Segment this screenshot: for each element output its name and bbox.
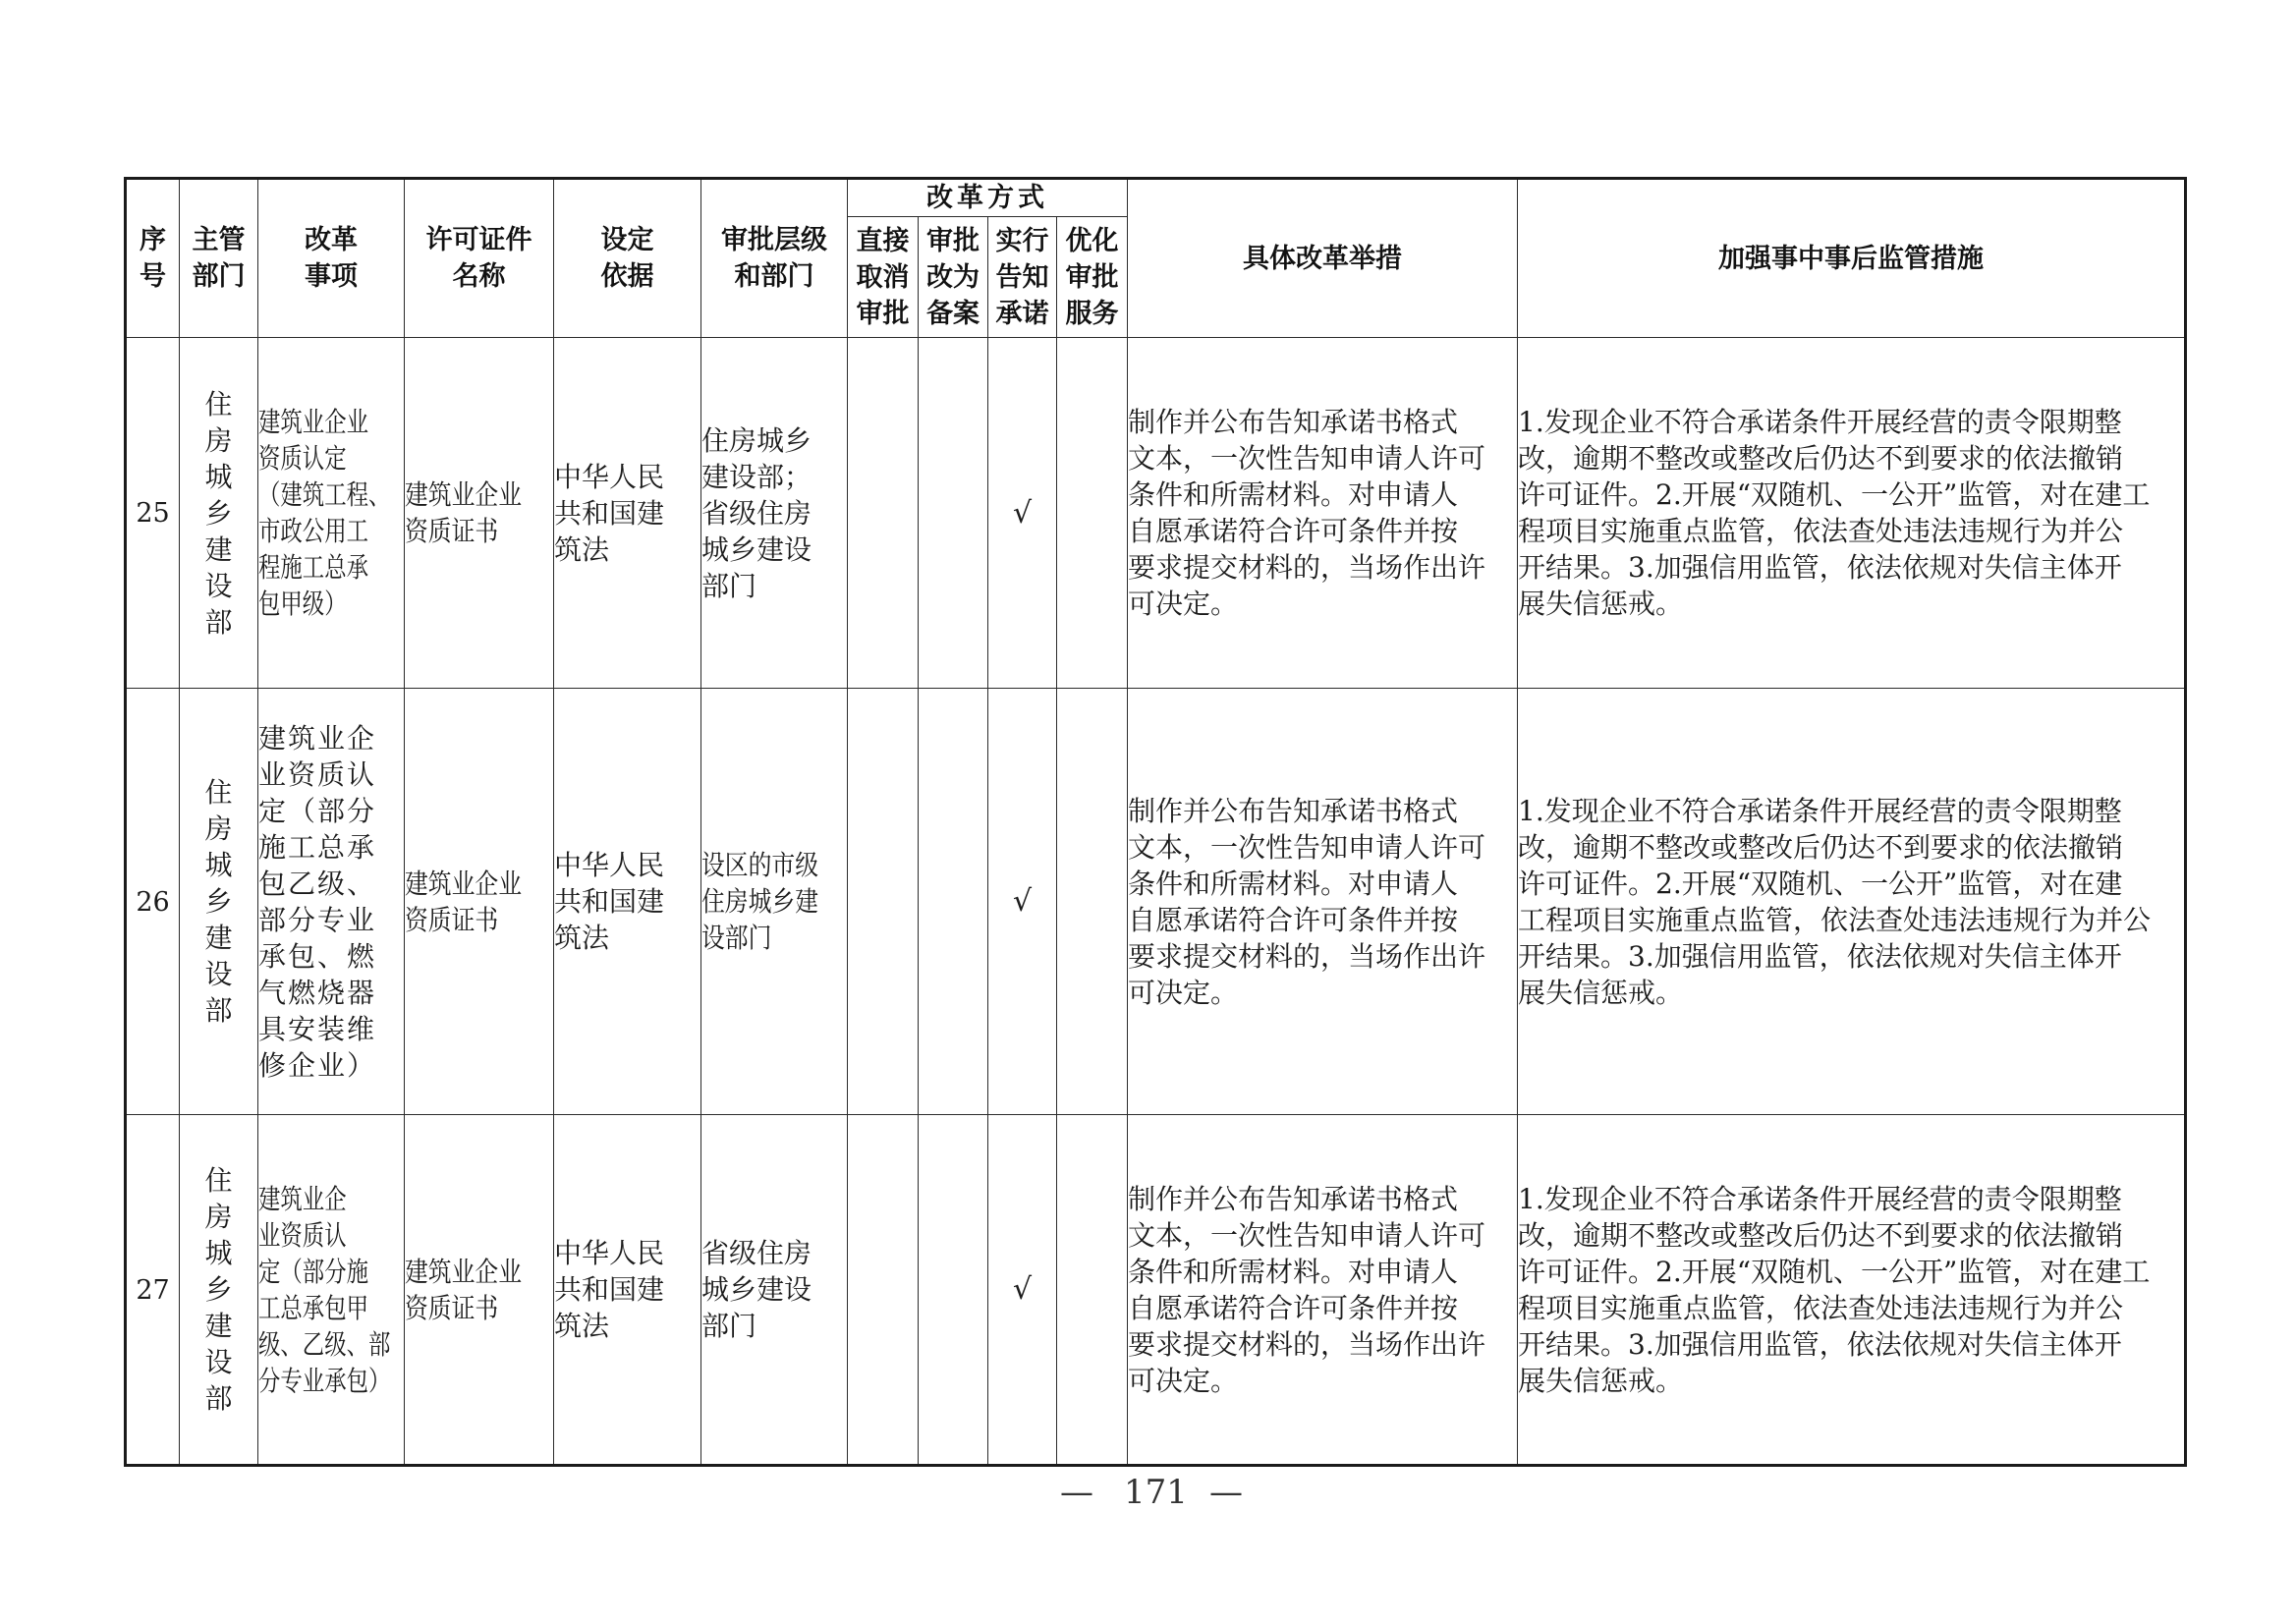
header-reform-method-label: 改革方式 xyxy=(926,183,1048,213)
header-reform-item-label: 改革事项 xyxy=(304,225,358,292)
check-mark: √ xyxy=(1012,884,1033,919)
row-number: 27 xyxy=(136,1274,170,1306)
cell-method-commitment xyxy=(988,689,1057,1115)
header-method-commitment xyxy=(988,217,1057,338)
cell-method-optimize xyxy=(1057,1115,1128,1466)
footer-right-dash: — xyxy=(1209,1473,1243,1512)
measures-text: 制作并公布告知承诺书格式 文本，一次性告知申请人许可 条件和所需材料。对申请人 自愿承诺符合许可条件并按 要求提交材料的，当场作出许 可决定。 xyxy=(1128,794,1486,1009)
reform-item-text: 建筑业企业 资质认定 （建筑工程、 市政公用工 程施工总承 包甲级） xyxy=(258,406,391,620)
header-method-commitment-label: 实行告知承诺 xyxy=(995,225,1049,329)
header-supervision xyxy=(1518,179,2186,338)
cell-method-cancel xyxy=(848,689,919,1115)
reform-item-text: 建筑业企 业资质认 定（部分施 工总承包甲 级、乙级、部 分专业承包） xyxy=(258,1182,391,1397)
footer-left-dash: — xyxy=(1060,1473,1093,1512)
table-row xyxy=(126,1115,2186,1466)
header-legal-basis xyxy=(554,179,701,338)
cell-method-cancel xyxy=(848,338,919,689)
cell-legal-basis xyxy=(554,338,701,689)
supervision-text: 1.发现企业不符合承诺条件开展经营的责令限期整 改，逾期不整改或整改后仍达不到要求的依法撤销 许可证件。2.开展“双随机、一公开”监管，对在建工 程项目实施重点监管，依法查处违法违规行为并公 开结果。3.加强信用监管，依法依规对失信主体开 展失信惩戒。 xyxy=(1518,406,2151,620)
header-reform-method xyxy=(848,179,1128,217)
reform-item-text: 建筑业企 业资质认 定（部分 施工总承 包乙级、 部分专业 承包、燃 气燃烧器 具安装维 修企业） xyxy=(258,721,377,1082)
cell-seq xyxy=(126,1115,180,1466)
cell-seq xyxy=(126,338,180,689)
header-method-optimize xyxy=(1057,217,1128,338)
cell-license-name xyxy=(405,1115,554,1466)
header-reform-item xyxy=(258,179,405,338)
table-row xyxy=(126,689,2186,1115)
cell-approval-level xyxy=(701,338,848,689)
license-name-text: 建筑业企业 资质证书 xyxy=(405,1255,523,1324)
header-supervision-label: 加强事中事后监管措施 xyxy=(1718,243,1984,274)
cell-approval-level xyxy=(701,1115,848,1466)
department-name: 住房城乡建设部 xyxy=(204,776,233,1027)
cell-method-optimize xyxy=(1057,689,1128,1115)
legal-basis-text: 中华人民 共和国建 筑法 xyxy=(554,1237,665,1342)
measures-text: 制作并公布告知承诺书格式 文本，一次性告知申请人许可 条件和所需材料。对申请人 自愿承诺符合许可条件并按 要求提交材料的，当场作出许 可决定。 xyxy=(1128,406,1486,620)
approval-level-text: 设区的市级 住房城乡建 设部门 xyxy=(701,849,819,954)
header-department-label: 主管部门 xyxy=(192,225,246,292)
cell-method-commitment xyxy=(988,1115,1057,1466)
header-measures-label: 具体改革举措 xyxy=(1243,243,1402,274)
header-legal-basis-label: 设定依据 xyxy=(600,225,654,292)
legal-basis-text: 中华人民 共和国建 筑法 xyxy=(554,849,665,954)
cell-measures xyxy=(1128,338,1518,689)
license-name-text: 建筑业企业 资质证书 xyxy=(405,867,523,936)
legal-basis-text: 中华人民 共和国建 筑法 xyxy=(554,460,665,566)
page-number: 171 xyxy=(1124,1473,1188,1512)
cell-supervision xyxy=(1518,338,2186,689)
reform-table xyxy=(124,177,2187,1467)
cell-measures xyxy=(1128,1115,1518,1466)
header-method-cancel xyxy=(848,217,919,338)
cell-reform-item xyxy=(258,689,405,1115)
cell-seq xyxy=(126,689,180,1115)
cell-supervision xyxy=(1518,689,2186,1115)
check-mark: √ xyxy=(1012,1272,1033,1307)
header-license-name xyxy=(405,179,554,338)
table-row xyxy=(126,338,2186,689)
cell-reform-item xyxy=(258,338,405,689)
header-method-cancel-label: 直接取消审批 xyxy=(856,225,910,329)
check-mark: √ xyxy=(1012,495,1033,531)
supervision-text: 1.发现企业不符合承诺条件开展经营的责令限期整 改，逾期不整改或整改后仍达不到要求的依法撤销 许可证件。2.开展“双随机、一公开”监管，对在建 工程项目实施重点监管，依法查处违法违规行为并公 开结果。3.加强信用监管，依法依规对失信主体开 展失信惩戒。 xyxy=(1518,794,2152,1009)
cell-method-filing xyxy=(919,338,988,689)
header-row xyxy=(126,179,2186,217)
header-license-name-label: 许可证件名称 xyxy=(425,225,532,292)
cell-department xyxy=(180,338,258,689)
supervision-text: 1.发现企业不符合承诺条件开展经营的责令限期整 改，逾期不整改或整改后仍达不到要求的依法撤销 许可证件。2.开展“双随机、一公开”监管，对在建工 程项目实施重点监管，依法查处违法违规行为并公 开结果。3.加强信用监管，依法依规对失信主体开 展失信惩戒。 xyxy=(1518,1182,2151,1397)
cell-method-filing xyxy=(919,689,988,1115)
cell-license-name xyxy=(405,338,554,689)
header-method-optimize-label: 优化审批服务 xyxy=(1065,225,1119,329)
header-method-filing xyxy=(919,217,988,338)
cell-measures xyxy=(1128,689,1518,1115)
header-seq-label: 序号 xyxy=(139,225,166,292)
header-approval-level-label: 审批层级和部门 xyxy=(720,225,827,292)
license-name-text: 建筑业企业 资质证书 xyxy=(405,478,523,547)
approval-level-text: 省级住房 城乡建设 部门 xyxy=(701,1237,812,1342)
cell-legal-basis xyxy=(554,689,701,1115)
department-name: 住房城乡建设部 xyxy=(204,387,233,639)
cell-method-optimize xyxy=(1057,338,1128,689)
cell-approval-level xyxy=(701,689,848,1115)
cell-department xyxy=(180,689,258,1115)
header-method-filing-label: 审批改为备案 xyxy=(925,225,980,329)
row-number: 26 xyxy=(136,886,170,918)
cell-license-name xyxy=(405,689,554,1115)
row-number: 25 xyxy=(136,498,170,529)
header-measures xyxy=(1128,179,1518,338)
approval-level-text: 住房城乡 建设部； 省级住房 城乡建设 部门 xyxy=(701,423,812,602)
cell-supervision xyxy=(1518,1115,2186,1466)
cell-method-cancel xyxy=(848,1115,919,1466)
department-name: 住房城乡建设部 xyxy=(204,1164,233,1415)
cell-method-filing xyxy=(919,1115,988,1466)
header-seq xyxy=(126,179,180,338)
cell-legal-basis xyxy=(554,1115,701,1466)
header-department xyxy=(180,179,258,338)
cell-reform-item xyxy=(258,1115,405,1466)
cell-method-commitment xyxy=(988,338,1057,689)
header-approval-level xyxy=(701,179,848,338)
measures-text: 制作并公布告知承诺书格式 文本，一次性告知申请人许可 条件和所需材料。对申请人 自愿承诺符合许可条件并按 要求提交材料的，当场作出许 可决定。 xyxy=(1128,1182,1486,1397)
cell-department xyxy=(180,1115,258,1466)
